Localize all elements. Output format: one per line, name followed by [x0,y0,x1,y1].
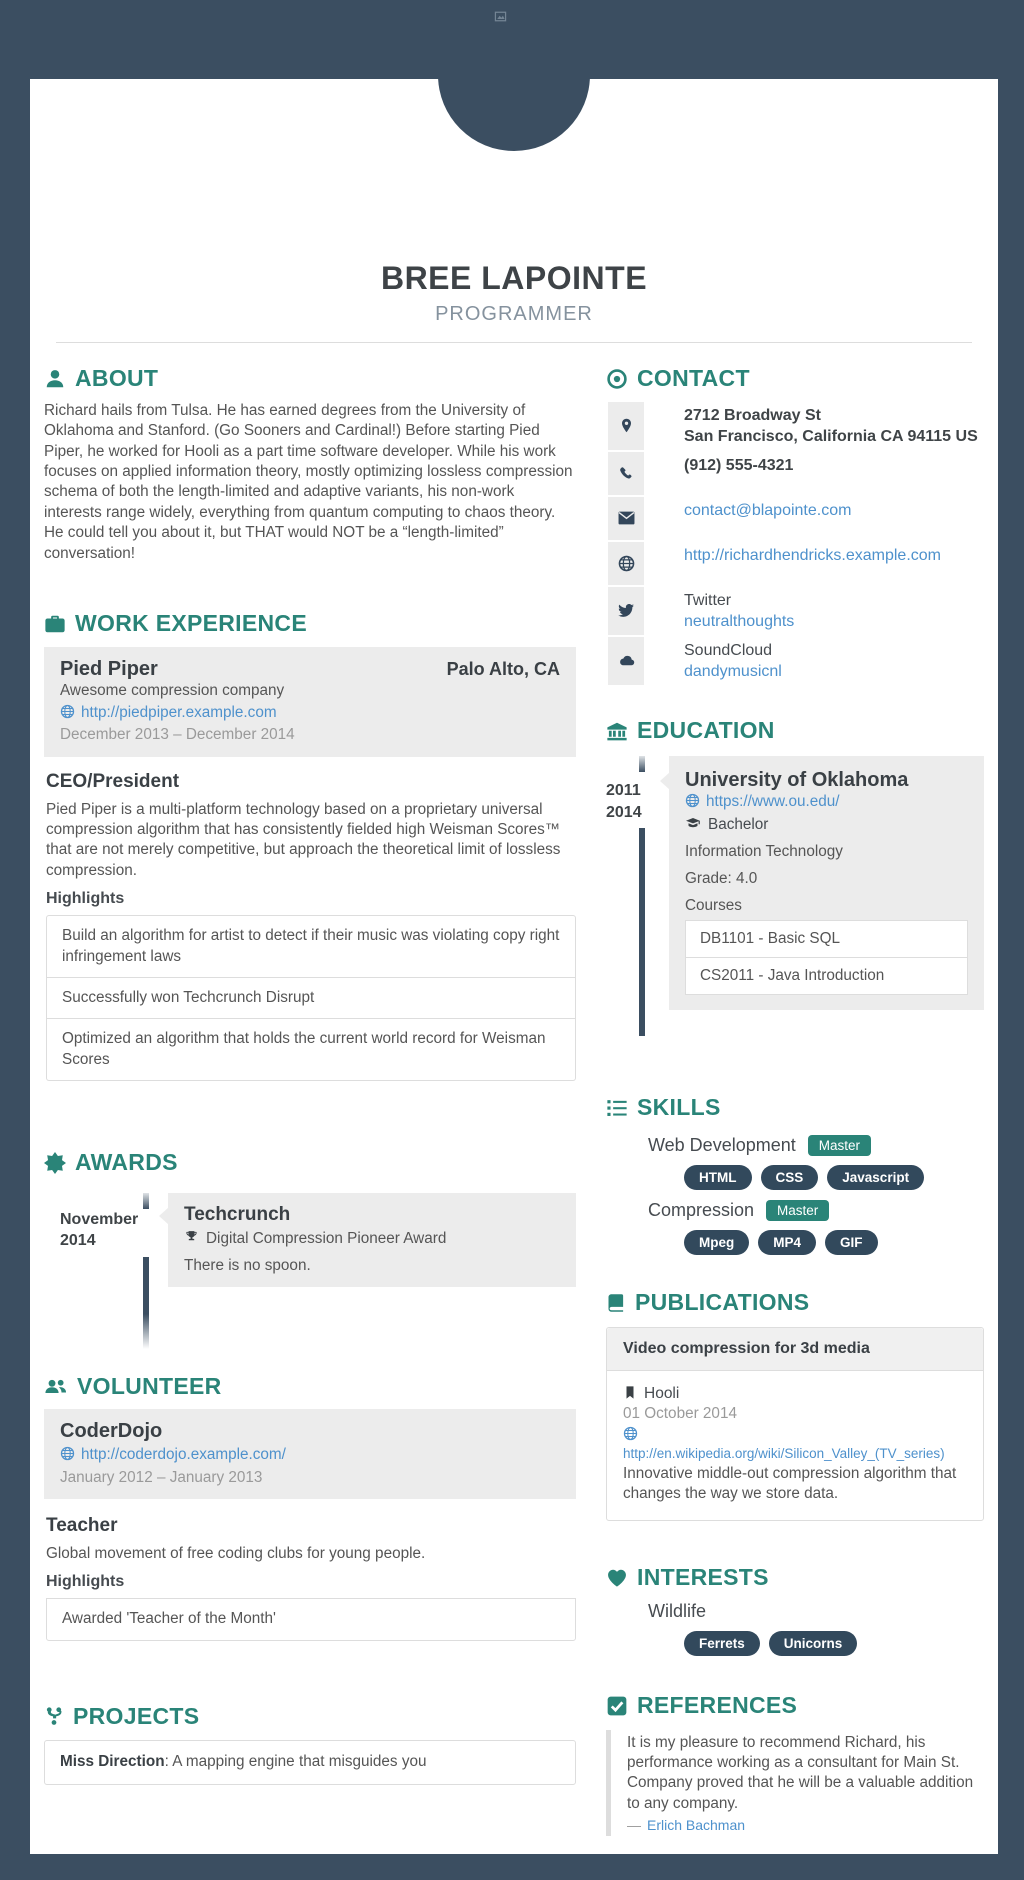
skill-level-badge: Master [766,1200,829,1221]
timeline-bar [143,1257,149,1349]
courses-list [685,920,968,995]
volunteer-summary: Global movement of free coding clubs for young people. [46,1544,426,1562]
contact-row-soundcloud [606,637,984,685]
work-highlights-list [46,915,576,1081]
skill-level-badge: Master [808,1135,871,1156]
timeline-bar [639,828,645,1036]
interests-heading: INTERESTS [606,1564,984,1592]
skills-list [606,1135,984,1255]
award-date: November 2014 [60,1210,139,1249]
users-icon [44,1376,68,1398]
company-location: Palo Alto, CA [446,658,560,679]
education-timeline-row [606,756,984,1038]
work-position: CEO/President [46,770,180,792]
company-dates: December 2013 – December 2014 [60,726,295,744]
project-name: Miss Direction [60,1753,165,1771]
courses-label: Courses [685,897,742,915]
website-link[interactable]: http://richardhendricks.example.com [684,546,941,564]
references-heading: REFERENCES [606,1692,984,1720]
volunteer-highlights-list [46,1598,576,1640]
resume-page [30,79,998,1854]
skill-keywords [684,1165,984,1190]
section-publications [606,1289,984,1521]
contact-row-website [606,542,984,585]
project-item: Miss Direction: A mapping engine that misguides you [44,1740,576,1784]
heart-icon [606,1568,628,1588]
contact-row-twitter [606,587,984,635]
user-icon [44,368,66,390]
volunteer-org-panel [44,1409,576,1499]
publisher: Hooli [644,1384,680,1402]
work-company-panel [44,647,576,757]
course-item: DB1101 - Basic SQL [685,920,968,958]
award-title: Techcrunch [184,1203,291,1225]
soundcloud-label: SoundCloud [684,641,773,659]
reference-quote [606,1730,984,1837]
highlight-item: Successfully won Techcrunch Disrupt [46,978,576,1019]
publication-url[interactable]: http://en.wikipedia.org/wiki/Silicon_Valley_(TV_series) [623,1445,945,1461]
award-card [168,1193,576,1287]
globe-icon [623,1426,638,1441]
interest-name: Wildlife [648,1600,707,1621]
organization-name: CoderDojo [60,1420,163,1443]
contact-heading: CONTACT [606,365,984,393]
highlight-item: Awarded 'Teacher of the Month' [46,1598,576,1640]
reference-text: It is my pleasure to recommend Richard, his performance working as a consultant for Main St. Company proved that he will be a valuable addition to any company. [627,1733,974,1812]
keyword-pill: CSS [761,1165,819,1190]
keyword-pill: Javascript [827,1165,924,1190]
volunteer-position: Teacher [46,1515,118,1537]
soundcloud-link[interactable]: dandymusicnl [684,662,782,680]
fork-icon [44,1705,64,1727]
education-heading: EDUCATION [606,717,984,745]
section-contact [606,365,984,685]
envelope-icon [608,497,644,540]
phone-number: (912) 555-4321 [684,456,794,474]
twitter-icon [608,587,644,635]
awards-heading: AWARDS [44,1149,576,1177]
company-url[interactable]: http://piedpiper.example.com [81,704,277,722]
keyword-pill: Mpeg [684,1230,749,1255]
contact-list [606,402,984,685]
interest-keywords [684,1631,984,1656]
grade: Grade: 4.0 [685,870,758,888]
section-about [44,365,576,564]
skills-heading: SKILLS [606,1094,984,1122]
twitter-label: Twitter [684,591,732,609]
section-awards [44,1149,576,1345]
bullseye-icon [606,368,628,390]
course-item: CS2011 - Java Introduction [685,958,968,995]
projects-heading: PROJECTS [44,1703,576,1731]
work-summary: Pied Piper is a multi-platform technology based on a proprietary universal compression algorithm that has consistently fielded high Weisman Scores™ that are not merely competitive, but approach the theoretical limit of lossless compression. [46,800,561,879]
degree: Bachelor [708,816,769,834]
school-name: University of Oklahoma [685,769,909,792]
about-heading: ABOUT [44,365,576,393]
about-text: Richard hails from Tulsa. He has earned degrees from the University of Oklahoma and Stanford. (Go Sooners and Cardinal!) Before starting Pied Piper, he worked for Hooli as a part time software developer. While his work focuses on applied information theory, mostly optimizing lossless compression schema of both the length-limited and adaptive variants, his non-work interests range widely, everything from quantum computing to chaos theory. He could tell you about it, but THAT would NOT be a “length-limited” conversation! [44,401,573,562]
bookmark-icon [623,1385,637,1400]
publication-date: 01 October 2014 [623,1404,737,1422]
person-name: BREE LAPOINTE [380,260,648,296]
publications-heading: PUBLICATIONS [606,1289,984,1317]
check-square-icon [606,1695,628,1717]
seal-icon [44,1152,66,1174]
keyword-pill: HTML [684,1165,752,1190]
contact-row-phone [606,452,984,495]
publication-title: Video compression for 3d media [607,1328,983,1371]
section-references [606,1692,984,1836]
highlight-item: Optimized an algorithm that holds the current world record for Weisman Scores [46,1019,576,1081]
award-summary: There is no spoon. [184,1256,311,1274]
trophy-icon [184,1230,199,1245]
globe-icon [608,542,644,585]
timeline-bar [639,756,645,772]
keyword-pill: Unicorns [769,1631,858,1656]
work-heading: WORK EXPERIENCE [44,610,576,638]
highlight-item: Build an algorithm for artist to detect if their music was violating copy right infringement laws [46,915,576,978]
publication-summary: Innovative middle-out compression algorithm that changes the way we store data. [623,1464,957,1502]
list-icon [606,1097,628,1119]
keyword-pill: GIF [825,1230,878,1255]
section-interests [606,1564,984,1656]
keyword-pill: MP4 [758,1230,816,1255]
volunteer-heading: VOLUNTEER [44,1373,576,1401]
award-name: Digital Compression Pioneer Award [206,1229,447,1247]
globe-icon [685,793,700,808]
email-link[interactable]: contact@blapointe.com [684,501,852,519]
company-description: Awesome compression company [60,681,285,699]
skill-name: Web Development [648,1134,796,1155]
graduation-cap-icon [685,817,701,831]
reference-name[interactable]: Erlich Bachman [647,1817,746,1834]
education-card [669,756,984,1010]
section-volunteer [44,1373,576,1641]
cloud-icon [608,637,644,685]
skill-group [648,1200,984,1221]
map-marker-icon [608,402,644,450]
briefcase-icon [44,613,66,635]
section-skills [606,1094,984,1255]
phone-icon [608,452,644,495]
contact-row-address [606,402,984,450]
twitter-link[interactable]: neutralthoughts [684,612,795,630]
school-url[interactable]: https://www.ou.edu/ [706,793,840,811]
section-projects [44,1703,576,1785]
keyword-pill: Ferrets [684,1631,760,1656]
company-name: Pied Piper [60,657,158,680]
skill-group [648,1135,984,1156]
volunteer-dates: January 2012 – January 2013 [60,1468,263,1486]
section-education [606,717,984,1039]
broken-image-icon [494,10,507,23]
timeline-bar [143,1193,149,1209]
section-work-experience [44,610,576,1081]
globe-icon [60,1446,75,1461]
skill-name: Compression [648,1199,755,1220]
address-line1: 2712 Broadway St [684,406,821,424]
person-title: PROGRAMMER [435,303,593,326]
attribution-dash: — [627,1817,641,1834]
project-description: A mapping engine that misguides you [172,1753,427,1771]
bank-icon [606,720,628,742]
skill-keywords [684,1230,984,1255]
award-timeline-row [44,1193,576,1345]
address-line2: San Francisco, California CA 94115 US [684,427,978,445]
publication-card [606,1327,984,1522]
contact-row-email [606,497,984,540]
volunteer-highlights-label: Highlights [46,1573,125,1591]
study-area: Information Technology [685,843,843,861]
organization-url[interactable]: http://coderdojo.example.com/ [81,1446,286,1464]
book-icon [606,1292,626,1314]
work-highlights-label: Highlights [46,890,125,908]
education-dates: 2011 2014 [606,782,642,822]
globe-icon [60,704,75,719]
